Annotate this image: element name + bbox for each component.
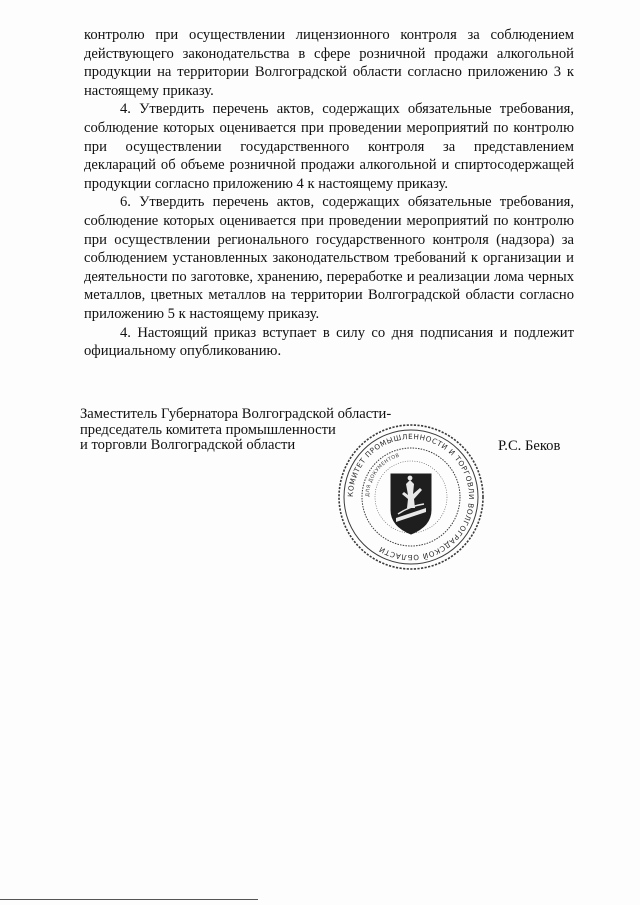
paragraph-continuation: контролю при осуществлении лицензионного контроля за соблюдением действующего законодательства в сфере розничной продажи алкогольной продукции на территории Волгоградской области согласно приложению 3 к настоящему приказу. <box>84 27 574 99</box>
seal-ring-text: КОМИТЕТ ПРОМЫШЛЕННОСТИ И ТОРГОВЛИ ВОЛГОГРАДСКОЙ ОБЛАСТИ <box>345 431 477 563</box>
paragraph-item-4-declarations: 4. Утвердить перечень актов, содержащих обязательные требования, соблюдение которых оценивается при проведении мероприятий по контролю при осуществлении государственного контроля за представлением деклараций об объеме розничной продажи алкогольной и спиртосодержащей продукции согласно приложению 4 к настоящему приказу. <box>84 101 574 192</box>
page-bottom-rule <box>0 899 258 900</box>
paragraph-item-6-scrap-metal: 6. Утвердить перечень актов, содержащих обязательные требования, соблюдение которых оценивается при проведении мероприятий по контролю при осуществлении регионального государственного контроля (надзора) за соблюдением установленных законодательством требований к организации и деятельности по заготовке, хранению, переработке и реализации лома черных металлов, цветных металлов на территории Волгоградской области согласно приложению 5 к настоящему приказу. <box>84 194 574 322</box>
seal-inner-text: ДЛЯ ДОКУМЕНТОВ <box>364 452 401 498</box>
signatory-position <box>80 406 392 454</box>
order-body-text <box>84 26 574 361</box>
volgograd-coat-of-arms-icon <box>391 474 431 534</box>
official-seal-stamp <box>336 422 486 572</box>
signatory-name: Р.С. Беков <box>498 438 561 454</box>
signatory-position-line: и торговли Волгоградской области <box>80 437 296 453</box>
paragraph-effective-date: 4. Настоящий приказ вступает в силу со дня подписания и подлежит официальному опубликованию. <box>84 324 574 360</box>
signatory-position-line: Заместитель Губернатора Волгоградской области- <box>80 406 392 422</box>
signatory-position-line: председатель комитета промышленности <box>80 421 336 438</box>
